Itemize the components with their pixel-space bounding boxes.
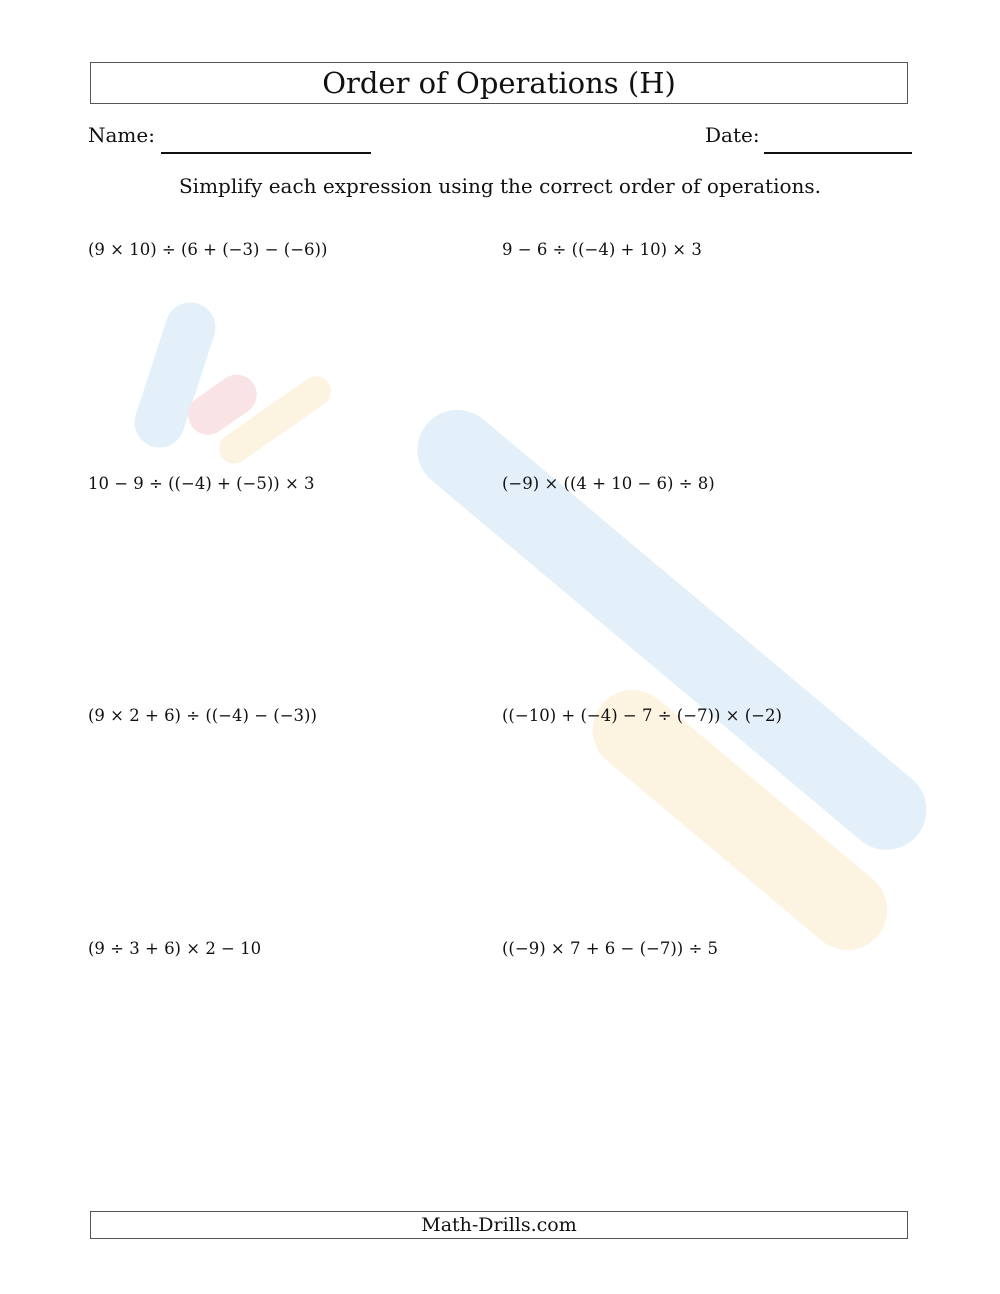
name-label: Name: xyxy=(88,123,155,147)
footer-site-name: Math-Drills.com xyxy=(90,1211,908,1239)
problem-4: (−9) × ((4 + 10 − 6) ÷ 8) xyxy=(502,474,715,493)
problem-6: ((−10) + (−4) − 7 ÷ (−7)) × (−2) xyxy=(502,706,782,725)
instructions: Simplify each expression using the correct order of operations. xyxy=(178,174,822,198)
problem-7: (9 ÷ 3 + 6) × 2 − 10 xyxy=(88,939,262,958)
date-label: Date: xyxy=(705,123,760,147)
name-field-line[interactable] xyxy=(161,152,371,154)
problem-5: (9 × 2 + 6) ÷ ((−4) − (−3)) xyxy=(88,706,317,725)
problem-2: 9 − 6 ÷ ((−4) + 10) × 3 xyxy=(502,240,702,259)
problem-3: 10 − 9 ÷ ((−4) + (−5)) × 3 xyxy=(88,474,315,493)
date-field-line[interactable] xyxy=(764,152,912,154)
problem-1: (9 × 10) ÷ (6 + (−3) − (−6)) xyxy=(88,240,328,259)
watermark-logo xyxy=(128,296,337,470)
worksheet-title: Order of Operations (H) xyxy=(90,62,908,104)
problem-8: ((−9) × 7 + 6 − (−7)) ÷ 5 xyxy=(502,939,719,958)
